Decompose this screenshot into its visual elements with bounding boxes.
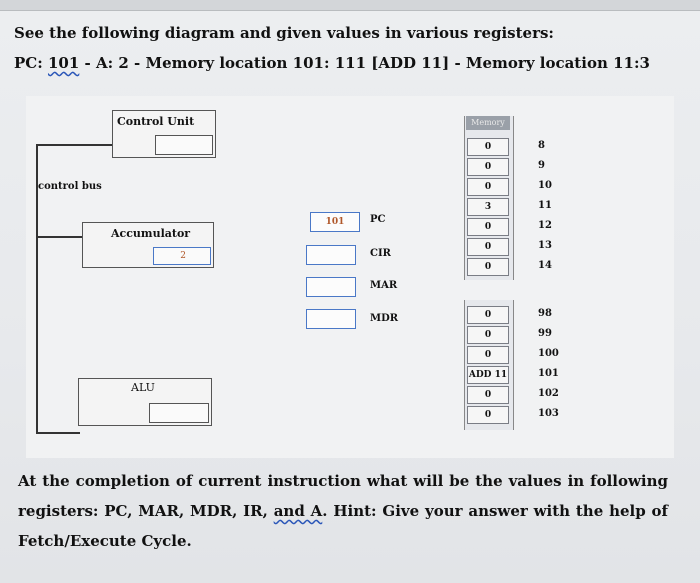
alu-label: ALU: [131, 381, 155, 394]
control-unit-label: Control Unit: [117, 115, 195, 128]
memory-address: 11: [538, 200, 552, 211]
bus-to-accumulator: [36, 236, 84, 238]
memory-address: 9: [538, 160, 545, 171]
accumulator-register: 2: [153, 247, 211, 265]
memory-11: Memory location 11:3: [465, 54, 650, 72]
memory-address: 100: [538, 348, 559, 359]
pc-register: 101: [310, 212, 360, 232]
memory-cell: 3: [467, 198, 509, 216]
memory-cell: 0: [467, 178, 509, 196]
memory-address: 98: [538, 308, 552, 319]
memory-address: 13: [538, 240, 552, 251]
control-unit-box: [112, 110, 216, 158]
footer-text-1: At the completion of current instruction what will be the values in following registers: PC, MAR, MDR, IR,: [18, 472, 668, 520]
memory-cell: 0: [467, 218, 509, 236]
memory-address: 101: [538, 368, 559, 379]
mdr-register: [306, 309, 356, 329]
pc-value: 101: [47, 54, 80, 72]
memory-header: Memory: [466, 116, 510, 130]
memory-address: 12: [538, 220, 552, 231]
given-values: [14, 54, 650, 72]
pc-label: PC:: [14, 54, 48, 72]
memory-cell: 0: [467, 258, 509, 276]
memory-cell: 0: [467, 138, 509, 156]
accumulator-box: [82, 222, 214, 268]
separator: -: [128, 54, 146, 72]
control-bus-label: control bus: [38, 181, 102, 192]
mar-register-label: MAR: [370, 280, 398, 291]
question-heading: See the following diagram and given values in various registers:: [14, 24, 554, 42]
memory-cell: 0: [467, 386, 509, 404]
memory-address: 14: [538, 260, 552, 271]
a-value: A: 2: [95, 54, 129, 72]
memory-address: 102: [538, 388, 559, 399]
bus-to-control-unit: [36, 144, 114, 146]
footer-text-2: . Hint: Give your answer with the help of Fetch/Execute Cycle.: [18, 502, 669, 550]
top-edge: [0, 0, 700, 11]
alu-register: [149, 403, 209, 423]
footer-and-a: and A: [273, 502, 323, 520]
memory-address: 8: [538, 140, 545, 151]
memory-address: 99: [538, 328, 552, 339]
memory-cell: 0: [467, 406, 509, 424]
control-unit-register: [155, 135, 213, 155]
memory-cell: 0: [467, 158, 509, 176]
memory-101: Memory location 101: 111 [ADD 11]: [145, 54, 450, 72]
memory-cell: 0: [467, 306, 509, 324]
cir-register-label: CIR: [370, 248, 391, 259]
memory-cell: 0: [467, 346, 509, 364]
question-footer: [18, 466, 668, 556]
separator: -: [79, 54, 96, 72]
accumulator-label: Accumulator: [111, 227, 191, 240]
memory-address: 103: [538, 408, 559, 419]
separator: -: [449, 54, 466, 72]
mar-register: [306, 277, 356, 297]
memory-cell: ADD 11: [467, 366, 509, 384]
bus-to-alu: [36, 432, 80, 434]
mdr-register-label: MDR: [370, 313, 399, 324]
cir-register: [306, 245, 356, 265]
memory-cell: 0: [467, 238, 509, 256]
alu-box: [78, 378, 212, 426]
memory-address: 10: [538, 180, 552, 191]
memory-cell: 0: [467, 326, 509, 344]
pc-register-label: PC: [370, 214, 386, 225]
